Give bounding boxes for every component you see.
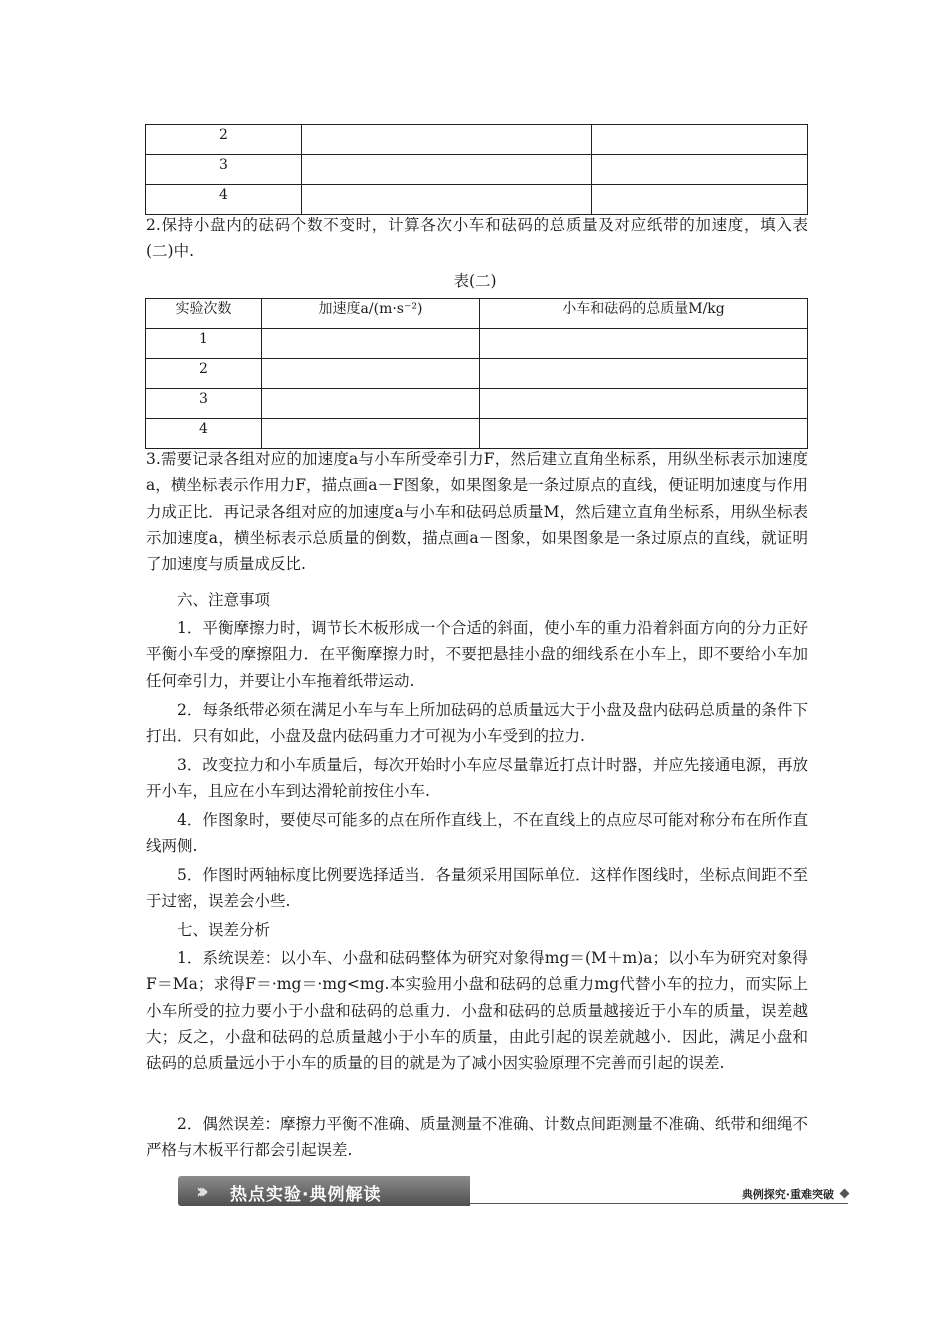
table-row: [146, 419, 808, 449]
table-cell: [480, 419, 808, 449]
diamond-icon: [840, 1189, 850, 1199]
table-cell: 1: [146, 329, 262, 359]
section-7-title: 七、误差分析: [177, 921, 271, 939]
banner-subtitle: 典例探究·重难突破: [741, 1188, 834, 1201]
table-cell: [302, 155, 592, 185]
table-cell: [262, 329, 480, 359]
table-cell: [592, 185, 808, 215]
table-row: [146, 329, 808, 359]
table-row: [146, 185, 808, 215]
step-3-text: 3.需要记录各组对应的加速度a与小车所受牵引力F，然后建立直角坐标系，用纵坐标表示加速度a，横坐标表示作用力F，描点画a－F图象，如果图象是一条过原点的直线，便证明加速度与作用力成正比．再记录各组对应的加速度a与小车和砝码总质量M，然后建立直角坐标系，用纵坐标表示加速度a，横坐标表示总质量的倒数，描点画a－图象，如果图象是一条过原点的直线，就证明了加速度与质量成反比.: [146, 450, 808, 574]
header-total-mass: 小车和砝码的总质量M/kg: [480, 299, 808, 329]
note-4: 4．作图象时，要使尽可能多的点在所作直线上，不在直线上的点应尽可能对称分布在所作直线两侧.: [146, 811, 808, 856]
step-2-text: 2.保持小盘内的砝码个数不变时，计算各次小车和砝码的总质量及对应纸带的加速度，填入表(二)中.: [146, 216, 808, 261]
table-cell: 4: [146, 185, 302, 215]
table-cell: [592, 155, 808, 185]
note-5: 5．作图时两轴标度比例要选择适当．各量须采用国际单位．这样作图线时，坐标点间距不至于过密，误差会小些.: [146, 866, 808, 911]
double-chevron-icon: ›››: [196, 1179, 203, 1203]
banner-title: 热点实验·典例解读: [230, 1185, 382, 1205]
table-cell: [262, 419, 480, 449]
section-banner: [178, 1176, 848, 1208]
table-cell: [480, 329, 808, 359]
table-cell: 3: [146, 155, 302, 185]
banner-divider: [470, 1203, 848, 1204]
section-6-title: 六、注意事项: [177, 591, 271, 609]
table-row: [146, 125, 808, 155]
table-cell: 2: [146, 359, 262, 389]
table-cell: [480, 359, 808, 389]
header-acceleration: 加速度a/(m·s⁻²): [262, 299, 480, 329]
table-cell: [262, 359, 480, 389]
note-3: 3．改变拉力和小车质量后，每次开始时小车应尽量靠近打点计时器，并应先接通电源，再放开小车，且应在小车到达滑轮前按住小车.: [146, 756, 808, 801]
table-row: [146, 359, 808, 389]
table-cell: [592, 125, 808, 155]
table-cell: [302, 185, 592, 215]
table-2-caption: 表(二): [453, 272, 497, 290]
table-cell: 4: [146, 419, 262, 449]
table-1: [145, 124, 808, 215]
table-2: [145, 298, 808, 449]
table-cell: [480, 389, 808, 419]
table-cell: 3: [146, 389, 262, 419]
header-trial: 实验次数: [146, 299, 262, 329]
error-analysis-1: 1．系统误差：以小车、小盘和砝码整体为研究对象得mg＝(M＋m)a；以小车为研究对象得F＝Ma；求得F＝·mg＝·mg<mg.本实验用小盘和砝码的总重力mg代替小车的拉力，而实际上小车所受的拉力要小于小盘和砝码的总重力．小盘和砝码的总质量越接近于小车的质量，误差越大；反之，小盘和砝码的总质量越小于小车的质量，由此引起的误差就越小．因此，满足小盘和砝码的总质量远小于小车的质量的目的就是为了减小因实验原理不完善而引起的误差.: [146, 949, 808, 1073]
table-cell: 2: [146, 125, 302, 155]
note-2: 2．每条纸带必须在满足小车与车上所加砝码的总质量远大于小盘及盘内砝码总质量的条件下打出．只有如此，小盘及盘内砝码重力才可视为小车受到的拉力.: [146, 701, 808, 746]
banner-tab: [178, 1176, 470, 1206]
error-analysis-2: 2．偶然误差：摩擦力平衡不准确、质量测量不准确、计数点间距测量不准确、纸带和细绳不严格与木板平行都会引起误差.: [146, 1115, 808, 1160]
table-cell: [302, 125, 592, 155]
table-cell: [262, 389, 480, 419]
table-row: [146, 389, 808, 419]
note-1: 1．平衡摩擦力时，调节长木板形成一个合适的斜面，使小车的重力沿着斜面方向的分力正好平衡小车受的摩擦阻力．在平衡摩擦力时，不要把悬挂小盘的细线系在小车上，即不要给小车加任何牵引力，并要让小车拖着纸带运动.: [146, 619, 808, 690]
table-row: [146, 155, 808, 185]
